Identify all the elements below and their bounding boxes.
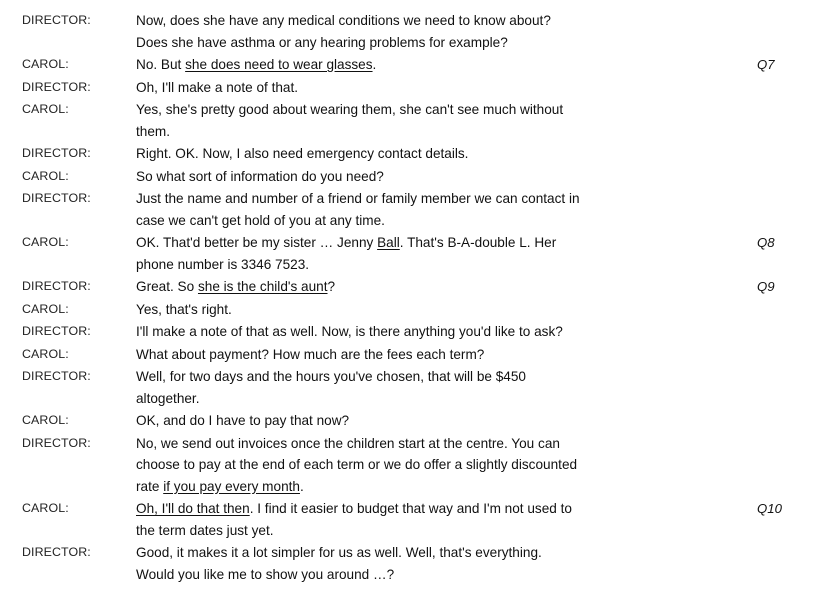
speech-line: altogether. bbox=[136, 390, 200, 406]
speech-text bbox=[136, 166, 753, 188]
speech-line: choose to pay at the end of each term or we do offer a slightly discounted bbox=[136, 457, 578, 472]
question-number: Q9 bbox=[757, 279, 775, 294]
transcript-turn bbox=[0, 99, 825, 142]
transcript-turn bbox=[0, 54, 825, 76]
speech-segment: ? bbox=[327, 279, 336, 294]
answer-underline: she is the child's aunt bbox=[197, 279, 328, 294]
speech-line bbox=[136, 498, 747, 520]
speech-segment: . I find it easier to budget that way and I'm not used to bbox=[249, 501, 572, 516]
speech-line: the term dates just yet. bbox=[136, 522, 274, 538]
speech-segment: No. But bbox=[136, 57, 186, 72]
speech-line: Well, for two days and the hours you've chosen, that will be $450 bbox=[136, 369, 526, 384]
answer-underline: she does need to wear glasses bbox=[185, 57, 373, 72]
speech-text bbox=[136, 143, 753, 165]
speaker-label: CAROL: bbox=[22, 168, 69, 183]
speech-text bbox=[136, 410, 753, 432]
answer-underline: if you pay every month bbox=[163, 478, 300, 494]
speech-line: Now, does she have any medical conditions we need to know about? bbox=[136, 13, 551, 28]
speaker-label: CAROL: bbox=[22, 57, 69, 71]
question-number: Q8 bbox=[757, 235, 775, 250]
speech-line bbox=[136, 54, 747, 76]
speech-text bbox=[136, 99, 753, 142]
speaker-label: DIRECTOR: bbox=[22, 146, 91, 160]
speaker-label: CAROL: bbox=[22, 235, 69, 249]
transcript-turn bbox=[0, 542, 825, 585]
transcript-turn bbox=[0, 166, 825, 188]
answer-underline: Ball bbox=[377, 235, 400, 250]
speech-segment: rate bbox=[136, 478, 164, 494]
transcript-turn bbox=[0, 10, 825, 53]
speech-line: Oh, I'll make a note of that. bbox=[136, 79, 299, 95]
speech-text bbox=[136, 321, 753, 343]
speech-line: case we can't get hold of you at any time. bbox=[136, 212, 385, 228]
speech-line: So what sort of information do you need? bbox=[136, 168, 384, 184]
transcript-turn bbox=[0, 77, 825, 99]
transcript-turn bbox=[0, 232, 825, 275]
speech-segment: . bbox=[299, 478, 304, 494]
speech-text bbox=[136, 344, 753, 366]
speech-line: Just the name and number of a friend or family member we can contact in bbox=[136, 191, 580, 206]
transcript-turn bbox=[0, 410, 825, 432]
transcript-turn bbox=[0, 143, 825, 165]
transcript-turn bbox=[0, 321, 825, 343]
speaker-label: DIRECTOR: bbox=[22, 191, 91, 205]
speech-line: What about payment? How much are the fees each term? bbox=[136, 346, 485, 362]
question-number: Q7 bbox=[757, 57, 775, 72]
speech-text bbox=[136, 433, 753, 498]
speech-text bbox=[136, 276, 753, 298]
speaker-label: DIRECTOR: bbox=[22, 545, 91, 559]
speaker-label: CAROL: bbox=[22, 301, 69, 316]
speech-line bbox=[136, 232, 747, 254]
speech-line: Would you like me to show you around …? bbox=[136, 566, 395, 582]
speaker-label: DIRECTOR: bbox=[22, 435, 91, 450]
speaker-label: DIRECTOR: bbox=[22, 79, 91, 94]
transcript-turn bbox=[0, 498, 825, 541]
speech-segment: . That's B-A-double L. Her bbox=[399, 235, 557, 250]
speaker-label: CAROL: bbox=[22, 102, 69, 116]
transcript-turn bbox=[0, 299, 825, 321]
speech-text bbox=[136, 10, 753, 53]
transcript-turn bbox=[0, 366, 825, 409]
speech-line: Yes, that's right. bbox=[136, 301, 232, 317]
speech-line: them. bbox=[136, 123, 170, 139]
speaker-label: DIRECTOR: bbox=[22, 324, 91, 338]
speaker-label: CAROL: bbox=[22, 346, 69, 361]
speech-line: OK, and do I have to pay that now? bbox=[136, 413, 350, 428]
speech-line bbox=[136, 476, 747, 498]
transcript-turn bbox=[0, 188, 825, 231]
speech-text bbox=[136, 366, 753, 409]
speech-text bbox=[136, 77, 753, 99]
transcript-turn bbox=[0, 276, 825, 298]
speech-text bbox=[136, 54, 753, 76]
speaker-label: DIRECTOR: bbox=[22, 279, 91, 293]
speech-line: Yes, she's pretty good about wearing them, she can't see much without bbox=[136, 102, 564, 117]
speech-line: Does she have asthma or any hearing problems for example? bbox=[136, 34, 508, 50]
speech-segment: . bbox=[372, 57, 377, 72]
speech-text bbox=[136, 542, 753, 585]
question-number: Q10 bbox=[757, 501, 782, 516]
answer-underline: Oh, I'll do that then bbox=[136, 501, 250, 516]
speech-line: No, we send out invoices once the children start at the centre. You can bbox=[136, 435, 560, 451]
speaker-label: CAROL: bbox=[22, 501, 69, 515]
transcript-turn bbox=[0, 344, 825, 366]
speech-text bbox=[136, 188, 753, 231]
speaker-label: DIRECTOR: bbox=[22, 13, 91, 27]
speech-text bbox=[136, 232, 753, 275]
speech-line: Right. OK. Now, I also need emergency contact details. bbox=[136, 146, 469, 161]
speech-text bbox=[136, 299, 753, 321]
speech-line: I'll make a note of that as well. Now, is there anything you'd like to ask? bbox=[136, 324, 563, 339]
speech-line: phone number is 3346 7523. bbox=[136, 256, 310, 272]
speech-text bbox=[136, 498, 753, 541]
speech-segment: OK. That'd better be my sister … Jenny bbox=[136, 235, 378, 250]
speech-segment: Great. So bbox=[136, 279, 198, 294]
speech-line: Good, it makes it a lot simpler for us as well. Well, that's everything. bbox=[136, 545, 542, 560]
speech-line bbox=[136, 276, 747, 298]
speaker-label: CAROL: bbox=[22, 413, 69, 427]
speaker-label: DIRECTOR: bbox=[22, 369, 91, 383]
transcript-turn bbox=[0, 433, 825, 498]
